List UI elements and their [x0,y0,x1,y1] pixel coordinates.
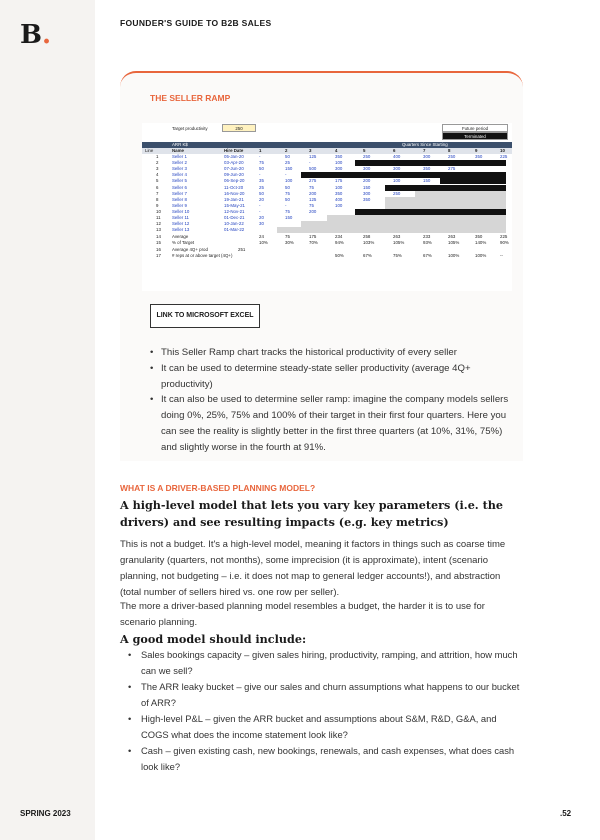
cell-value: 93% [423,240,432,246]
cell-value: 275 [309,178,317,184]
cell-value: 225 [500,234,508,240]
cell-value: 258 [363,234,371,240]
quarter-header: 9 [475,148,478,153]
quarter-header: 2 [285,148,288,153]
cell-value: 125 [309,154,317,159]
band-left-label: ARR K$ [172,142,188,147]
cell-value: 75 [259,160,264,166]
summary-row [142,240,512,246]
table-row [142,215,512,221]
cell-value: 200 [363,178,371,184]
row-number: 17 [156,252,161,258]
future-period-block [385,203,506,209]
list-item: • It can also be used to determine seller ramp: imagine the company models sellers doing 0%, 25%, 75% and 100% of their target in their first four quarters. Here you can see the reality is slightly better in the first three quarters (at 10%, 31%, 75%) and slightly worse in the fourth at 91%. [150,392,510,455]
cell-value: 150 [363,184,371,190]
hire-date: 12-Nov-21 [224,208,245,214]
future-period-block [385,197,506,203]
logo-letter: B [20,20,42,50]
sidebar [0,0,95,840]
quarter-header: 6 [393,148,396,153]
cell-value: 100% [448,252,460,258]
cell-value: 150 [285,166,293,172]
cell-value: 20 [259,196,264,202]
row-number: 5 [156,178,159,184]
terminated-block [355,209,506,215]
cell-value: 24 [259,234,264,240]
cell-value: 100 [285,178,293,184]
model-list [128,647,520,775]
legend [442,124,508,140]
future-period-block [415,191,506,197]
cell-value: 20 [259,215,264,220]
cell-value: 200 [309,208,317,214]
table-row [142,154,512,160]
summary-row [142,247,512,253]
cell-value: 350 [335,190,343,196]
seller-name: Seller 4 [172,172,187,178]
cell-value: 75% [393,252,402,258]
row-number: 3 [156,166,159,172]
cell-value: 105% [448,240,460,246]
row-number: 12 [156,221,161,227]
row-number: 7 [156,190,159,196]
quarter-header: 10 [500,148,505,153]
row-number: 10 [156,208,161,214]
cell-value: 75 [309,184,314,190]
seller-name: Seller 3 [172,166,187,172]
hire-date: 16-Nov-20 [224,190,245,196]
cell-value: 400 [335,196,343,202]
cell-value: 500 [309,166,317,172]
table-row [142,203,512,209]
cell-value: 30% [285,240,294,246]
cell-value: 150 [285,215,293,220]
cell-value: 50 [285,196,290,202]
cell-value: 105% [393,240,405,246]
table-row [142,178,512,184]
cell-value: 50 [285,184,290,190]
row-number: 9 [156,202,159,208]
subheading: A good model should include: [120,632,307,646]
cell-value: 175 [335,178,343,184]
cell-value: 25 [285,160,290,166]
cell-value: 175 [309,234,317,240]
cell-value: - [285,202,287,208]
cell-value: -- [500,252,503,258]
cell-value: 100 [393,178,401,184]
cell-value: - [259,202,261,208]
seller-ramp-spreadsheet [142,123,512,291]
section-lead: A high-level model that lets you vary key parameters (i.e. the drivers) and see resulting impacts (e.g. key metrics) [120,498,504,529]
cell-value: 50 [259,190,264,196]
card-title: THE SELLER RAMP [150,93,231,103]
cell-value: 67% [423,252,432,258]
hire-date: 11-Oct-20 [224,184,244,190]
footer-season: SPRING 2023 [20,809,71,818]
quarter-header: 1 [259,148,262,153]
hire-date: 10-Jan-22 [224,221,244,227]
table-row [142,197,512,203]
table-row [142,227,512,233]
summary-label: % of Target [172,240,195,246]
page-number: .52 [560,809,572,818]
hire-date: 05-Jan-20 [224,154,244,159]
cell-value: 400 [393,154,401,159]
summary-label: Average 4Q+ prod [172,246,208,252]
col-name: Name [172,148,184,153]
cell-value: 75 [309,202,314,208]
cell-value: 350 [335,154,343,159]
seller-name: Seller 5 [172,178,187,184]
paragraph-1: This is not a budget. It's a high-level model, meaning it factors in things such as coarse time granularity (quarters, not months), some imprecision (it is approximate), intent (scenario planning, not budgeting – i.e. it does not map to general ledger accounts!), and abstraction (total number of sellers hired vs. one row per seller). [120,539,506,598]
table-row [142,209,512,215]
cell-value: 50 [259,166,264,172]
table-row [142,166,512,172]
cell-value: 25 [259,184,264,190]
cell-value: 125 [309,196,317,202]
cell-value: 100% [475,252,487,258]
list-item: • It can be used to determine steady-state seller productivity (average 4Q+ productivity) [150,361,510,393]
table-row [142,221,512,227]
logo-dot: . [41,20,52,50]
cell-value: 350 [363,196,371,202]
cell-value: 100 [335,202,343,208]
terminated-block [440,178,506,184]
cell-value: 103% [363,240,375,246]
page-header-title: FOUNDER'S GUIDE TO B2B SALES [120,18,272,28]
quarter-header: 4 [335,148,338,153]
cell-value: 30 [259,221,264,227]
seller-name: Seller 1 [172,154,187,159]
terminated-block [301,172,506,178]
future-period-block [277,227,506,233]
seller-name: Seller 9 [172,202,187,208]
cell-value: 250 [393,190,401,196]
list-item: • This Seller Ramp chart tracks the historical productivity of every seller [150,345,510,361]
hire-date: 07-Jun-20 [224,166,244,172]
row-number: 2 [156,160,159,166]
table-row [142,191,512,197]
target-value: 250 [222,124,256,132]
hire-date: 19-Jan-21 [224,196,244,202]
cell-value: - [259,154,261,159]
col-hire: Hire Date [224,148,244,153]
future-period-block [301,221,506,227]
cell-value: 75 [285,234,290,240]
cell-value: - [259,208,261,214]
seller-name: Seller 7 [172,190,187,196]
band-center-label: Quarters Since Starting [402,142,448,147]
summary-label: # reps at or above target (4Q+) [172,252,233,258]
hire-date: 03-Apr-20 [224,160,244,166]
cell-value: 10% [259,240,268,246]
cell-value: 233 [423,234,431,240]
cell-value: 50 [285,154,290,159]
cell-value: 75 [285,208,290,214]
seller-name: Seller 8 [172,196,187,202]
table-row [142,160,512,166]
cell-value: 100 [335,184,343,190]
cell-value: 100 [335,160,343,166]
seller-name: Seller 2 [172,160,187,166]
card-bullets [150,345,510,456]
cell-value: 94% [335,240,344,246]
list-item: • Sales bookings capacity – given sales hiring, productivity, ramping, and attrition, how much can we sell? [128,647,520,679]
cell-value: 200 [309,190,317,196]
quarter-header: 5 [363,148,366,153]
cell-value: 300 [423,154,431,159]
cell-value: 75 [285,190,290,196]
list-item: • The ARR leaky bucket – give our sales and churn assumptions what happens to our bucket of ARR? [128,679,520,711]
quarter-header: 8 [448,148,451,153]
hire-date: 01-Mar-22 [224,227,245,233]
terminated-block [385,185,506,191]
cell-value: 140% [475,240,487,246]
seller-name: Seller 12 [172,221,190,227]
future-period-block [327,215,506,221]
seller-name: Seller 11 [172,215,190,220]
hire-date: 01-Dec-21 [224,215,245,220]
quarter-header: 7 [423,148,426,153]
cell-value: 150 [423,178,431,184]
hire-date: 06-Sep-20 [224,178,245,184]
seller-name: Seller 10 [172,208,190,214]
seller-name: Seller 13 [172,227,190,233]
cell-value: - [285,172,287,178]
summary-row [142,234,512,240]
cell-value: 67% [363,252,372,258]
cell-value: 70% [309,240,318,246]
quarter-header: 3 [309,148,312,153]
terminated-block [355,160,506,166]
cell-value: - [309,160,311,166]
summary-extra: 251 [238,246,246,252]
cell-value: 50% [335,252,344,258]
col-line: Line [145,148,154,153]
cell-value: 300 [363,166,371,172]
row-number: 8 [156,196,159,202]
row-number: 16 [156,246,161,252]
seller-name: Seller 6 [172,184,187,190]
row-number: 15 [156,240,161,246]
cell-value: 263 [448,234,456,240]
summary-row [142,253,512,259]
cell-value: 35 [259,178,264,184]
cell-value: 300 [363,190,371,196]
section-title: WHAT IS A DRIVER-BASED PLANNING MODEL? [120,483,316,493]
row-number: 1 [156,154,159,159]
list-item: • Cash – given existing cash, new bookings, renewals, and cash expenses, what does cash look like? [128,743,520,775]
list-item: • High-level P&L – given the ARR bucket and assumptions about S&M, R&D, G&A, and COGS what does the income statement look like? [128,711,520,743]
row-number: 14 [156,234,161,240]
cell-value: - [259,172,261,178]
target-label: Target productivity [172,126,208,131]
cell-value: 300 [393,166,401,172]
legend-future: Future period [442,124,508,132]
row-number: 6 [156,184,159,190]
excel-link-button[interactable]: LINK TO MICROSOFT EXCEL [150,304,260,328]
legend-terminated: Terminated [442,132,508,140]
cell-value: 263 [393,234,401,240]
cell-value: 250 [363,154,371,159]
cell-value: 300 [335,166,343,172]
cell-value: 90% [500,240,509,246]
cell-value: 350 [423,166,431,172]
paragraph-2: The more a driver-based planning model resembles a budget, the harder it is to use for scenario planning. [120,601,485,628]
row-number: 4 [156,172,159,178]
cell-value: 250 [448,154,456,159]
seller-ramp-card [120,71,523,461]
table-row [142,172,512,178]
cell-value: 350 [475,234,483,240]
table-row [142,185,512,191]
row-number: 11 [156,215,161,220]
row-number: 13 [156,227,161,233]
cell-value: 234 [335,234,343,240]
brand-logo[interactable] [20,20,51,50]
cell-value: 275 [448,166,456,172]
hire-date: 15-May-21 [224,202,245,208]
hire-date: 09-Jun-20 [224,172,244,178]
cell-value: 225 [500,154,508,159]
cell-value: 350 [475,154,483,159]
summary-label: Average [172,234,189,240]
